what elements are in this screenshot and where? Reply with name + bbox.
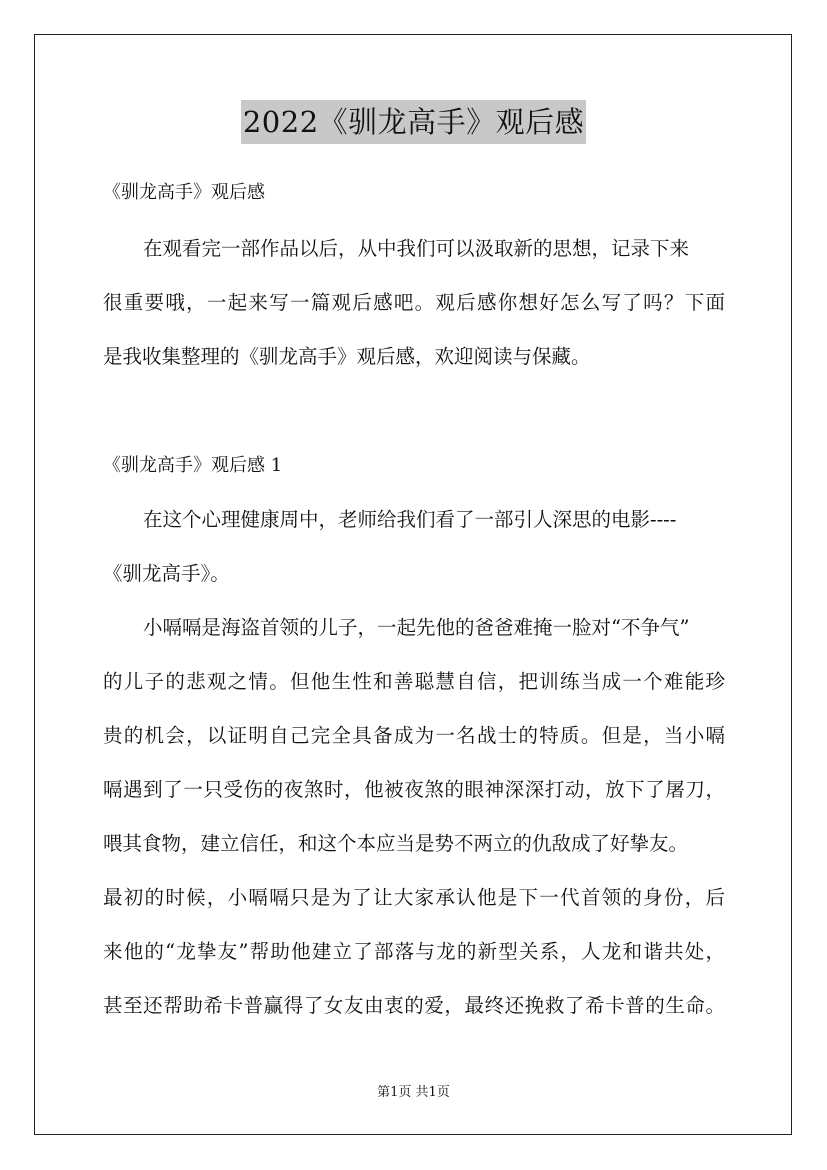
para2-line-3: 贵的机会，以证明自己完全具备成为一名战士的特质。但是，当小嗝: [103, 724, 725, 747]
para2-line-2: 的儿子的悲观之情。但他生性和善聪慧自信，把训练当成一个难能珍: [103, 670, 725, 693]
para2-line-5: 喂其食物，建立信任，和这个本应当是势不两立的仇敌成了好挚友。: [103, 832, 689, 855]
para2-line-7: 来他的“龙挚友”帮助他建立了部落与龙的新型关系，人龙和谐共处，: [103, 940, 725, 963]
section1-heading: 《驯龙高手》观后感 1: [103, 455, 283, 476]
intro-line-1: 在观看完一部作品以后，从中我们可以汲取新的思想，记录下来: [143, 237, 690, 260]
intro-heading: 《驯龙高手》观后感: [103, 182, 265, 203]
para2-line-8: 甚至还帮助希卡普赢得了女友由衷的爱，最终还挽救了希卡普的生命。: [103, 994, 725, 1017]
para2-line-1: 小嗝嗝是海盗首领的儿子，一起先他的爸爸难掩一脸对“不争气”: [143, 616, 690, 639]
para1-line-2: 《驯龙高手》。: [103, 562, 230, 585]
intro-line-2: 很重要哦，一起来写一篇观后感吧。观后感你想好怎么写了吗？下面: [103, 291, 725, 314]
intro-line-3: 是我收集整理的《驯龙高手》观后感，欢迎阅读与保藏。: [103, 345, 591, 368]
document-title: 2022《驯龙高手》观后感: [241, 100, 586, 144]
page-footer: 第1页 共1页: [377, 1085, 450, 1100]
para1-line-1: 在这个心理健康周中，老师给我们看了一部引人深思的电影----: [143, 508, 677, 531]
para2-line-6: 最初的时候，小嗝嗝只是为了让大家承认他是下一代首领的身份，后: [103, 886, 725, 909]
para2-line-4: 嗝遇到了一只受伤的夜煞时，他被夜煞的眼神深深打动，放下了屠刀，: [103, 778, 725, 801]
